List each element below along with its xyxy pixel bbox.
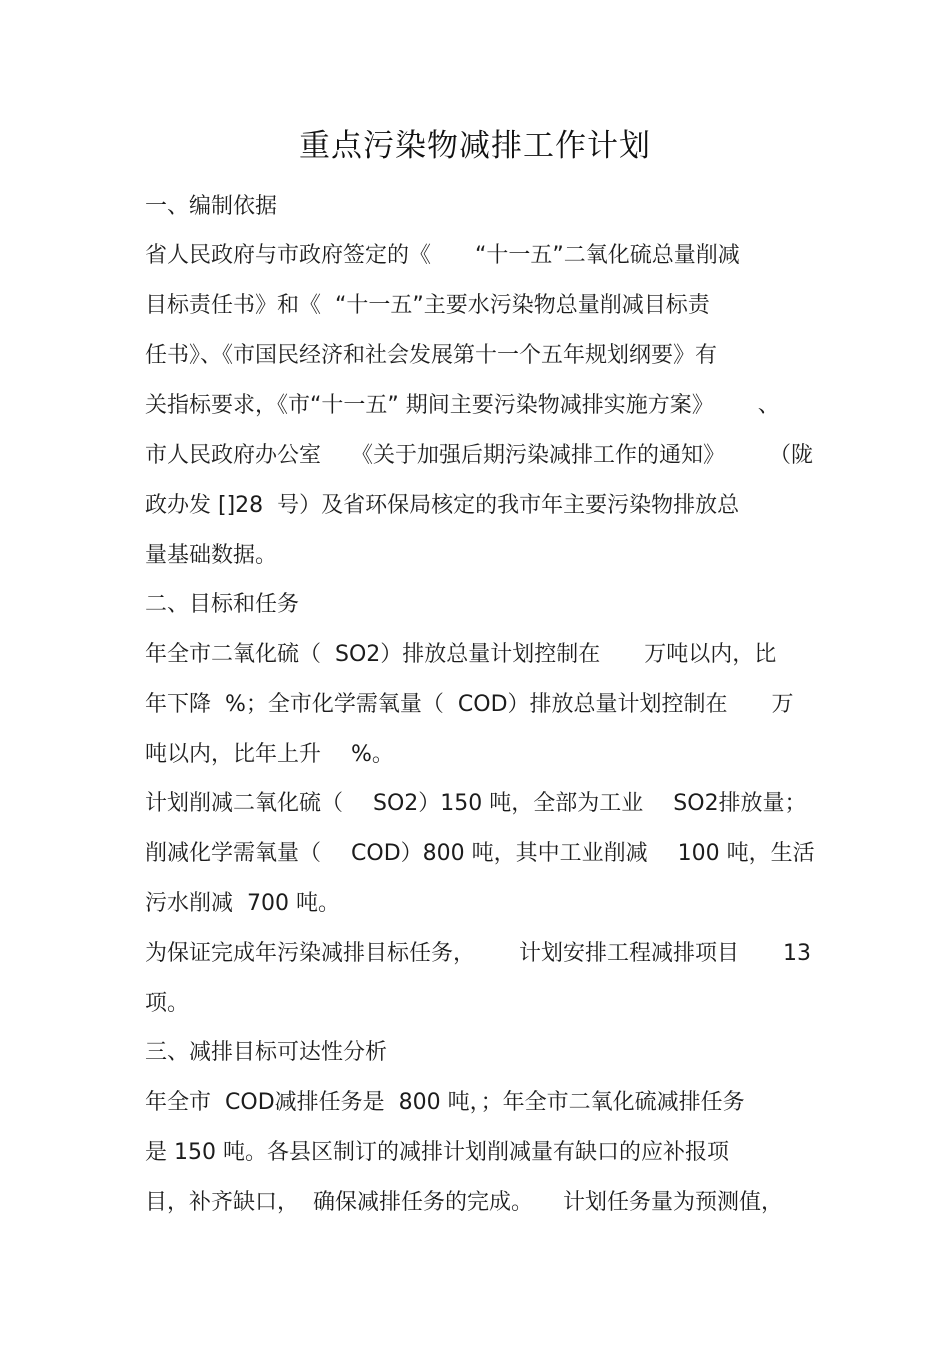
paragraph-line: 吨以内，比年上升 %。 <box>145 742 394 767</box>
paragraph-line: 年下降 %；全市化学需氧量（ COD）排放总量计划控制在 万 <box>145 692 794 717</box>
paragraph-line: 关指标要求，《市“十一五” 期间主要污染物减排实施方案》 、 <box>145 393 780 418</box>
section-heading-basis: 一、编制依据 <box>145 194 278 219</box>
section-heading-feasibility: 三、减排目标可达性分析 <box>145 1040 388 1065</box>
paragraph-line: 削减化学需氧量（ COD）800 吨，其中工业削减 100 吨，生活 <box>145 841 815 866</box>
paragraph-line: 为保证完成年污染减排目标任务， 计划安排工程减排项目 13 <box>145 941 812 966</box>
paragraph-line: 是 150 吨。各县区制订的减排计划削减量有缺口的应补报项 <box>145 1140 729 1165</box>
paragraph-line: 省人民政府与市政府签定的《 “十一五”二氧化硫总量削减 <box>145 243 740 268</box>
paragraph-line: 市人民政府办公室 《关于加强后期污染减排工作的通知》 （陇 <box>145 443 814 468</box>
paragraph-line: 项。 <box>145 991 190 1016</box>
paragraph-line: 年全市 COD减排任务是 800 吨，；年全市二氧化硫减排任务 <box>145 1090 745 1115</box>
paragraph-line: 年全市二氧化硫（ SO2）排放总量计划控制在 万吨以内，比 <box>145 642 777 667</box>
section-heading-targets: 二、目标和任务 <box>145 592 300 617</box>
paragraph-line: 任书》、《市国民经济和社会发展第十一个五年规划纲要》有 <box>145 343 718 368</box>
paragraph-line: 政办发 []28 号）及省环保局核定的我市年主要污染物排放总 <box>145 493 740 518</box>
paragraph-line: 目，补齐缺口， 确保减排任务的完成。 计划任务量为预测值， <box>145 1190 784 1215</box>
paragraph-line: 目标责任书》和《 “十一五”主要水污染物总量削减目标责 <box>145 293 710 318</box>
paragraph-line: 量基础数据。 <box>145 543 278 568</box>
paragraph-line: 污水削减 700 吨。 <box>145 891 341 916</box>
paragraph-line: 计划削减二氧化硫（ SO2）150 吨，全部为工业 SO2排放量； <box>145 791 807 816</box>
document-title: 重点污染物减排工作计划 <box>299 128 651 164</box>
